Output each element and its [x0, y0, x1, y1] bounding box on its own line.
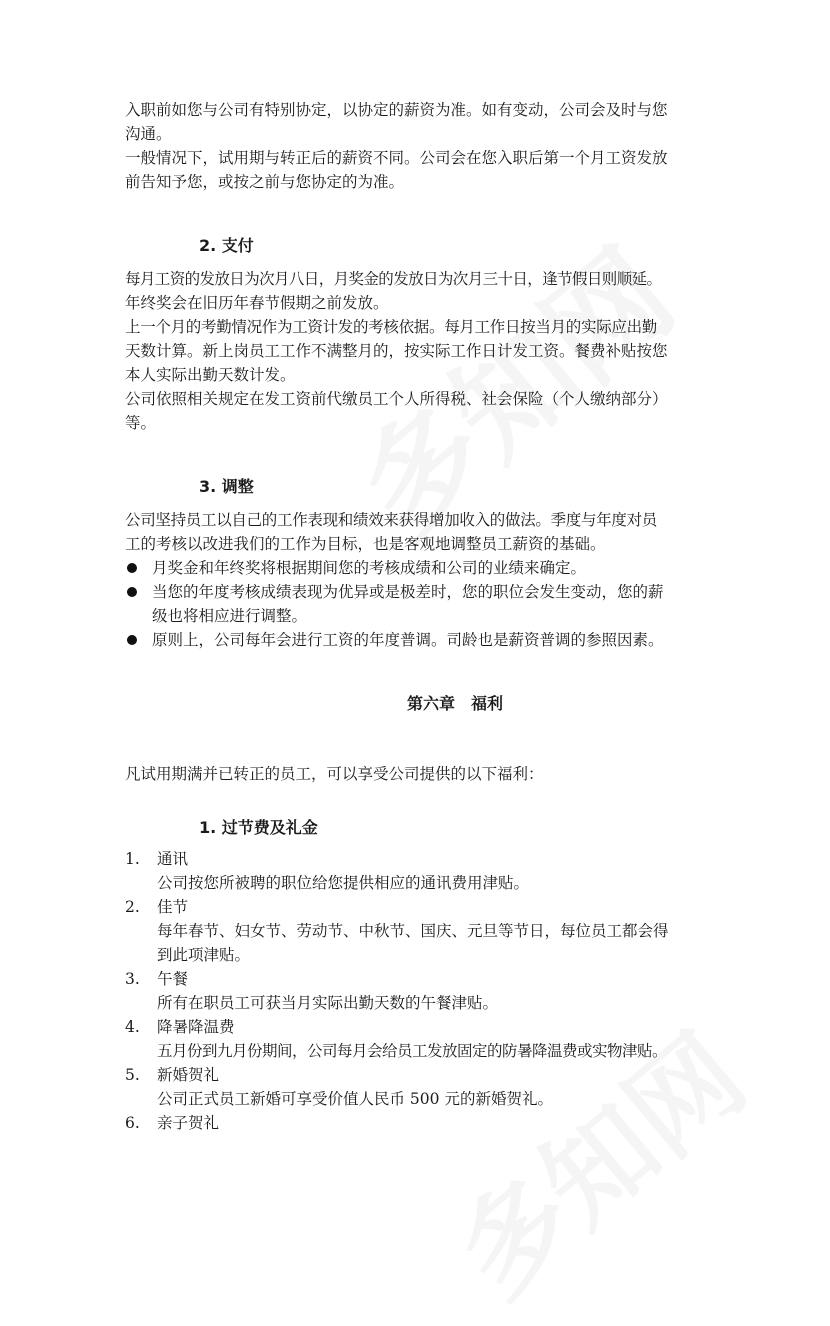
paragraph-line: 天数计算。新上岗员工工作不满整月的，按实际工作日计发工资。餐费补贴按您: [125, 342, 668, 360]
item-number: 6.: [125, 1114, 140, 1132]
list-item: [125, 1063, 715, 1087]
list-item: [125, 628, 715, 652]
chapter-six: [125, 692, 715, 1135]
item-number: 2.: [125, 898, 140, 916]
item-title: 通讯: [157, 850, 189, 868]
item-desc: 公司正式员工新婚可享受价值人民币 500 元的新婚贺礼。: [157, 1090, 553, 1108]
item-title: 降暑降温费: [157, 1018, 235, 1036]
item-desc: 每年春节、妇女节、劳动节、中秋节、国庆、元旦等节日，每位员工都会得: [157, 922, 669, 940]
bullet-icon: [127, 635, 137, 645]
list-item: [125, 1111, 715, 1135]
paragraph-line: 前告知予您，或按之前与您协定的为准。: [125, 173, 405, 191]
bullet-text: 原则上，公司每年会进行工资的年度普调。司龄也是薪资普调的参照因素。: [152, 631, 664, 649]
list-item: [125, 895, 715, 919]
item-desc: 公司按您所被聘的职位给您提供相应的通讯费用津贴。: [157, 874, 530, 892]
bullet-text: 月奖金和年终奖将根据期间您的考核成绩和公司的业绩来确定。: [152, 559, 587, 577]
document-body: [125, 98, 715, 1135]
section-heading-holiday-gifts: 1. 过节费及礼金: [199, 818, 318, 837]
payment-section: [125, 234, 715, 435]
list-item: [125, 967, 715, 991]
item-title: 午餐: [157, 970, 189, 988]
item-desc: 所有在职员工可获当月实际出勤天数的午餐津贴。: [157, 994, 499, 1012]
paragraph-line: 工的考核以改进我们的工作为目标，也是客观地调整员工薪资的基础。: [125, 535, 606, 553]
item-number: 1.: [125, 850, 140, 868]
list-item: [125, 1015, 715, 1039]
item-number: 3.: [125, 970, 140, 988]
list-item: [125, 580, 715, 628]
section-heading-payment: 2. 支付: [199, 236, 254, 255]
adjustment-section: [125, 475, 715, 652]
item-title: 亲子贺礼: [157, 1114, 220, 1132]
chapter-title: 第六章 福利: [406, 694, 503, 713]
list-item: [125, 556, 715, 580]
bullet-icon: [127, 563, 137, 573]
item-desc: 到此项津贴。: [157, 946, 251, 964]
bullet-text: 当您的年度考核成绩表现为优异或是极差时，您的职位会发生变动，您的薪: [152, 583, 664, 601]
paragraph-line: 入职前如您与公司有特别协定，以协定的薪资为准。如有变动，公司会及时与您: [125, 101, 668, 119]
bullet-text: 级也将相应进行调整。: [152, 607, 308, 625]
chapter-intro: 凡试用期满并已转正的员工，可以享受公司提供的以下福利：: [125, 765, 544, 783]
paragraph-line: 等。: [125, 414, 157, 432]
paragraph-line: 上一个月的考勤情况作为工资计发的考核依据。每月工作日按当月的实际应出勤: [125, 318, 658, 336]
item-number: 5.: [125, 1066, 140, 1084]
paragraph-line: 公司依照相关规定在发工资前代缴员工个人所得税、社会保险（个人缴纳部分）: [125, 390, 668, 408]
bullet-icon: [127, 587, 137, 597]
salary-intro-section: [125, 98, 715, 194]
paragraph-line: 本人实际出勤天数计发。: [125, 366, 296, 384]
paragraph-line: 一般情况下，试用期与转正后的薪资不同。公司会在您入职后第一个月工资发放: [125, 149, 668, 167]
paragraph-line: 公司坚持员工以自己的工作表现和绩效来获得增加收入的做法。季度与年度对员: [125, 511, 658, 529]
item-desc: 五月份到九月份期间，公司每月会给员工发放固定的防暑降温费或实物津贴。: [157, 1042, 668, 1060]
section-heading-adjustment: 3. 调整: [199, 477, 254, 496]
paragraph-line: 年终奖会在旧历年春节假期之前发放。: [125, 294, 389, 312]
list-item: [125, 847, 715, 871]
item-number: 4.: [125, 1018, 140, 1036]
item-title: 新婚贺礼: [157, 1066, 220, 1084]
paragraph-line: 沟通。: [125, 125, 172, 143]
item-title: 佳节: [157, 898, 189, 916]
paragraph-line: 每月工资的发放日为次月八日，月奖金的发放日为次月三十日，逢节假日则顺延。: [125, 270, 662, 288]
